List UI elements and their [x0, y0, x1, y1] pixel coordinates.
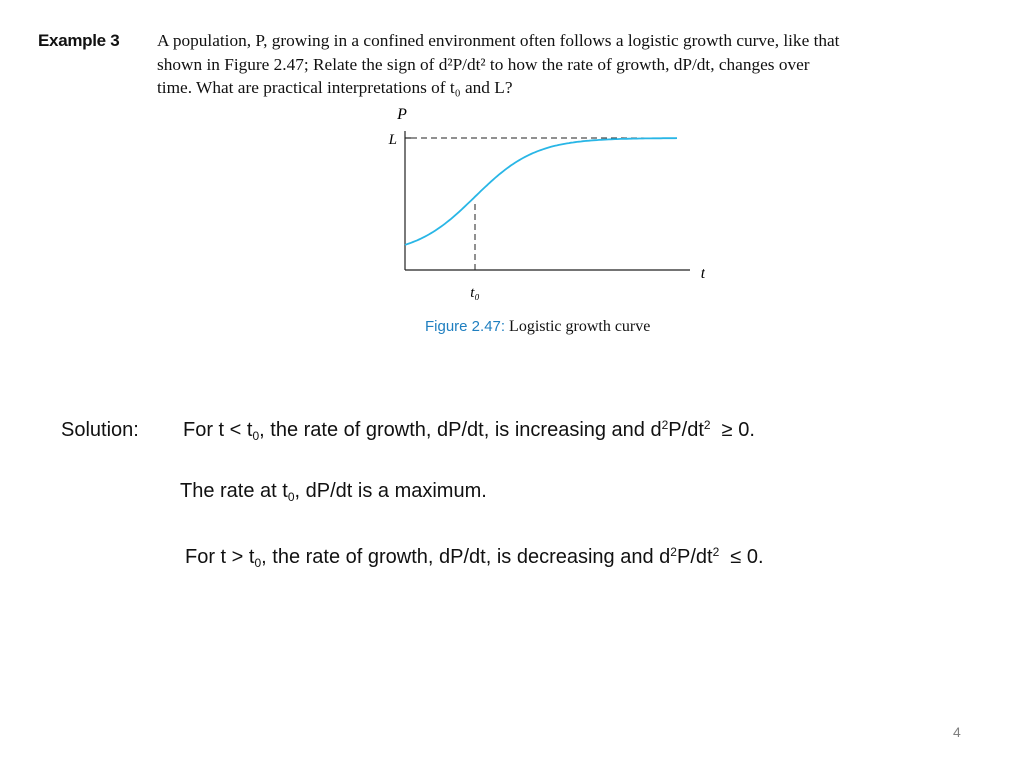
solution-line-3-b: 0: [254, 556, 262, 570]
solution-label: Solution:: [61, 419, 139, 441]
solution-line-3-e: P/dt: [676, 546, 713, 568]
solution-line-3-g: ≤ 0.: [719, 546, 764, 568]
x-axis-label: t: [700, 265, 705, 282]
example-text: [157, 29, 947, 100]
solution-line-2-b: 0: [287, 490, 295, 504]
solution-line-1: [183, 419, 755, 442]
solution-line-1-a: For t < t: [183, 419, 253, 441]
figure-caption: [425, 318, 650, 336]
logistic-curve: [405, 138, 677, 245]
solution-line-3-d: 2: [670, 545, 677, 559]
solution-line-3-f: 2: [712, 545, 720, 559]
caption-lead: Figure 2.47:: [425, 318, 506, 335]
example-line-2: shown in Figure 2.47; Relate the sign of d²P/dt² to how the rate of growth, dP/dt, changes over: [157, 54, 810, 74]
l-label: L: [388, 132, 397, 148]
solution-line-2: [180, 480, 487, 503]
solution-line-3-a: For t > t: [185, 546, 255, 568]
solution-line-2-a: The rate at t: [180, 480, 288, 502]
solution-line-1-e: P/dt: [668, 419, 704, 441]
solution-line-2-c: , dP/dt is a maximum.: [294, 480, 487, 502]
solution-line-1-b: 0: [252, 429, 260, 443]
logistic-plot: [375, 100, 705, 340]
caption-text: Logistic growth curve: [509, 318, 651, 335]
solution-line-1-c: , the rate of growth, dP/dt, is increasing and d: [259, 419, 662, 441]
t0-label: t₀: [470, 285, 480, 301]
solution-line-1-g: ≥ 0.: [710, 419, 755, 441]
page-number: 4: [953, 724, 961, 740]
example-line-1: A population, P, growing in a confined environment often follows a logistic growth curve, like that: [157, 31, 840, 50]
logistic-figure: [375, 100, 705, 340]
solution-line-3: [185, 546, 764, 569]
solution-line-1-d: 2: [661, 418, 669, 432]
y-axis-label: P: [397, 106, 407, 123]
example-line-3: time. What are practical interpretations of t₀ and L?: [157, 78, 513, 97]
solution-line-1-f: 2: [703, 418, 711, 432]
example-label: Example 3: [38, 31, 120, 50]
solution-line-3-c: , the rate of growth, dP/dt, is decreasing and d: [261, 546, 671, 568]
